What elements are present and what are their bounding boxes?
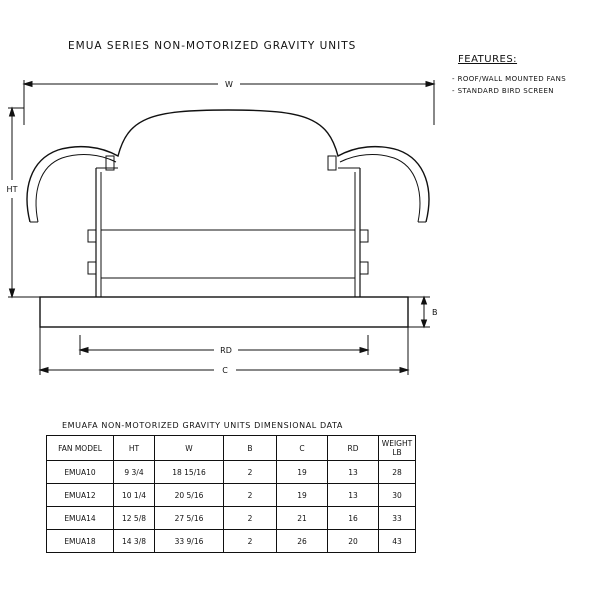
feature-item: - ROOF/WALL MOUNTED FANS — [452, 73, 566, 85]
header-c: C — [277, 436, 328, 461]
features-heading: FEATURES: — [458, 54, 518, 65]
rd-arrow-right — [360, 348, 368, 353]
b-arrow-bottom — [422, 320, 427, 327]
cell-b: 2 — [224, 484, 277, 507]
bolt-right-lower — [360, 262, 368, 274]
table-row — [47, 530, 416, 553]
b-arrow-top — [422, 297, 427, 304]
cell-ht: 12 5/8 — [114, 507, 155, 530]
cell-w: 18 15/16 — [155, 461, 224, 484]
cell-rd: 16 — [328, 507, 379, 530]
ht-arrow-top — [10, 108, 15, 116]
cell-fan-model: EMUA14 — [47, 507, 114, 530]
cell-weight: 28 — [379, 461, 416, 484]
ht-arrow-bottom — [10, 289, 15, 297]
header-rd: RD — [328, 436, 379, 461]
header-b: B — [224, 436, 277, 461]
cell-c: 26 — [277, 530, 328, 553]
cell-weight: 30 — [379, 484, 416, 507]
table-row — [47, 507, 416, 530]
rd-arrow-left — [80, 348, 88, 353]
w-label: W — [225, 80, 233, 89]
cell-w: 27 5/16 — [155, 507, 224, 530]
table-header-row — [47, 436, 416, 461]
cell-c: 21 — [277, 507, 328, 530]
dimensional-data-table — [46, 435, 416, 553]
cell-weight: 43 — [379, 530, 416, 553]
cell-weight: 33 — [379, 507, 416, 530]
cell-ht: 14 3/8 — [114, 530, 155, 553]
cell-rd: 13 — [328, 461, 379, 484]
bolt-left-lower — [88, 262, 96, 274]
feature-item: - STANDARD BIRD SCREEN — [452, 85, 566, 97]
table-row — [47, 484, 416, 507]
c-label: C — [222, 366, 228, 375]
cell-w: 33 9/16 — [155, 530, 224, 553]
bolt-right-upper — [360, 230, 368, 242]
bolt-top-right — [328, 156, 336, 170]
hood-inner-right — [340, 155, 420, 222]
cell-fan-model: EMUA12 — [47, 484, 114, 507]
cell-b: 2 — [224, 530, 277, 553]
header-fan-model: FAN MODEL — [47, 436, 114, 461]
hood-inner-left — [36, 155, 116, 222]
header-w: W — [155, 436, 224, 461]
w-arrow-right — [426, 82, 434, 87]
c-arrow-left — [40, 368, 48, 373]
base-curb — [40, 297, 408, 327]
diagram-title: EMUA SERIES NON-MOTORIZED GRAVITY UNITS — [68, 40, 357, 52]
header-ht: HT — [114, 436, 155, 461]
cell-ht: 10 1/4 — [114, 484, 155, 507]
cell-b: 2 — [224, 461, 277, 484]
cell-c: 19 — [277, 484, 328, 507]
table-row — [47, 461, 416, 484]
table-title: EMUAFA NON-MOTORIZED GRAVITY UNITS DIMENSIONAL DATA — [62, 421, 343, 430]
ht-label: HT — [6, 185, 18, 194]
cell-c: 19 — [277, 461, 328, 484]
rd-label: RD — [220, 346, 232, 355]
cell-rd: 13 — [328, 484, 379, 507]
cell-b: 2 — [224, 507, 277, 530]
b-label: B — [432, 308, 438, 317]
cell-rd: 20 — [328, 530, 379, 553]
cell-fan-model: EMUA18 — [47, 530, 114, 553]
cell-ht: 9 3/4 — [114, 461, 155, 484]
cell-w: 20 5/16 — [155, 484, 224, 507]
cell-fan-model: EMUA10 — [47, 461, 114, 484]
header-weight: WEIGHT LB — [379, 436, 416, 461]
bolt-left-upper — [88, 230, 96, 242]
c-arrow-right — [400, 368, 408, 373]
w-arrow-left — [24, 82, 32, 87]
hood-outer — [27, 110, 429, 222]
